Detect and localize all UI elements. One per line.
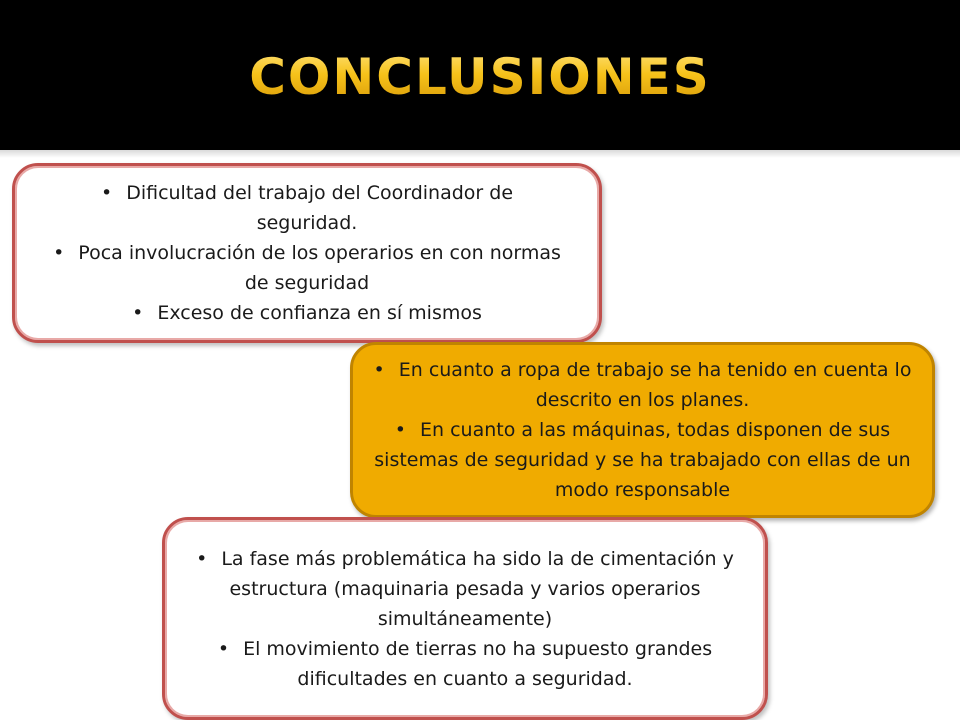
bullet-item: • En cuanto a ropa de trabajo se ha tenido en cuenta lo descrito en los planes. — [373, 355, 913, 415]
conclusion-box-3 — [162, 517, 768, 720]
bullet-item: • La fase más problemática ha sido la de cimentación y estructura (maquinaria pesada y varios operarios simultáneamente) — [185, 544, 745, 634]
conclusion-box-2 — [350, 342, 935, 518]
bullet-item: • En cuanto a las máquinas, todas disponen de sus sistemas de seguridad y se ha trabajado con ellas de un modo responsable — [373, 415, 913, 505]
bullet-item: • El movimiento de tierras no ha supuesto grandes dificultades en cuanto a seguridad. — [175, 634, 755, 694]
bullet-list — [373, 355, 913, 505]
header-divider — [0, 150, 960, 158]
conclusion-box-1 — [12, 163, 602, 343]
bullet-list — [47, 178, 567, 328]
bullet-item: • Poca involucración de los operarios en con normas de seguridad — [47, 238, 567, 298]
bullet-item: • Exceso de confianza en sí mismos — [47, 298, 567, 328]
title-bar — [0, 0, 960, 150]
bullet-item: • Dificultad del trabajo del Coordinador de seguridad. — [72, 178, 542, 238]
slide-title: CONCLUSIONES — [0, 48, 960, 106]
bullet-list — [175, 544, 755, 694]
